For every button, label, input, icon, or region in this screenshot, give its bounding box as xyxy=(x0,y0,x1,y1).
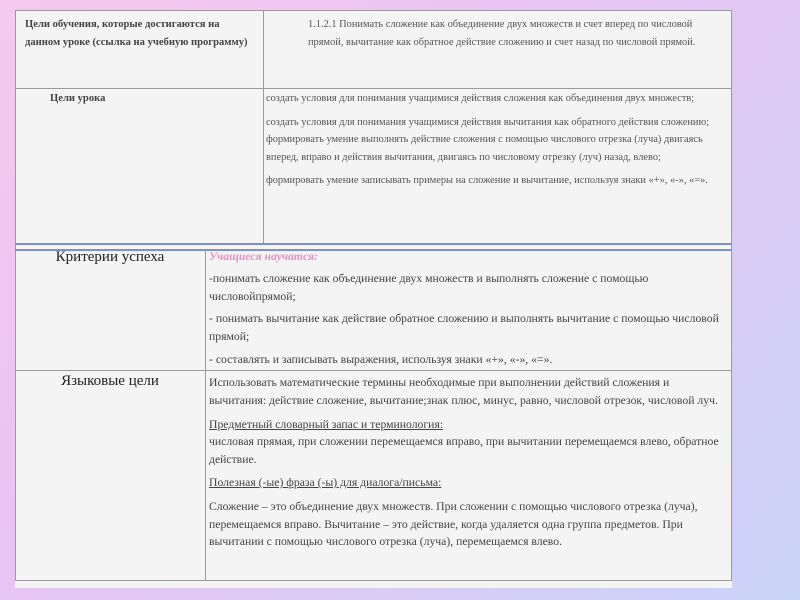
goals-list xyxy=(266,90,724,190)
language-goals-label: Языковые цели xyxy=(61,373,159,389)
table-border xyxy=(15,10,732,11)
goal-item: формировать умение выполнять действие сложения с помощью числового отрезка (луча) двигаясь вперед, вправо и действия вычитания, двигаясь по числовому отрезку (луч) назад, влево; xyxy=(266,134,703,163)
success-criteria-label: Критерии успеха xyxy=(55,249,165,265)
table-border xyxy=(15,10,16,580)
goal-item: создать условия для понимания учащимися действия вычитания как обратного действия сложению; xyxy=(266,116,710,128)
objectives-label: Цели обучения, которые достигаются на данном уроке (ссылка на учебную программу) xyxy=(25,19,248,48)
success-criteria-heading: Учащиеся научатся: xyxy=(209,250,319,263)
objectives-text: 1.1.2.1 Понимать сложение как объединение двух множеств и счет вперед по числовой прямой, вычитание как обратное действие сложению и счет назад по числовой прямой. xyxy=(308,19,696,48)
table-border xyxy=(731,10,732,580)
goals-label: Цели урока xyxy=(50,93,106,104)
vocab-heading: Предметный словарный запас и терминология: xyxy=(209,417,444,431)
language-intro: Использовать математические термины необходимые при выполнении действий сложения и вычитания: действие сложение, вычитание;знак плюс, минус, равно, числовой отрезок, числовой луч. xyxy=(209,376,718,407)
phrase-heading: Полезная (-ые) фраза (-ы) для диалога/письма: xyxy=(209,475,442,489)
phrase-text: Сложение – это объединение двух множеств. При сложении с помощью числового отрезка (луча), перемещаемся вправо. Вычитание – это действие, когда удаляется одна группа предметов. При вычитании с помощью числового отрезка (луча), перемещаемся влево. xyxy=(209,499,698,549)
criteria-item: - понимать вычитание как действие обратное сложению и выполнять вычитание с помощью числовой прямой; xyxy=(209,312,719,344)
table-border xyxy=(15,580,732,581)
criteria-item: -понимать сложение как объединение двух множеств и выполнять сложение с помощью числовойпрямой; xyxy=(209,271,649,303)
table-border xyxy=(15,88,732,89)
vocab-text: числовая прямая, при сложении перемещаемся вправо, при вычитании перемещаемся влево, обратное действие. xyxy=(209,435,719,467)
table-border xyxy=(205,249,206,580)
goal-item: формировать умение записывать примеры на сложение и вычитание, используя знаки «+», «-», «=». xyxy=(266,175,708,186)
table-border xyxy=(263,10,264,243)
success-criteria-content xyxy=(209,248,724,369)
table-divider xyxy=(15,243,732,245)
criteria-item: - составлять и записывать выражения, используя знаки «+», «-», «=». xyxy=(209,352,553,366)
table-border xyxy=(15,370,732,371)
document-page xyxy=(15,10,732,588)
goal-item: создать условия для понимания учащимися действия сложения как объединения двух множеств; xyxy=(266,93,695,104)
language-goals-content xyxy=(209,374,729,551)
